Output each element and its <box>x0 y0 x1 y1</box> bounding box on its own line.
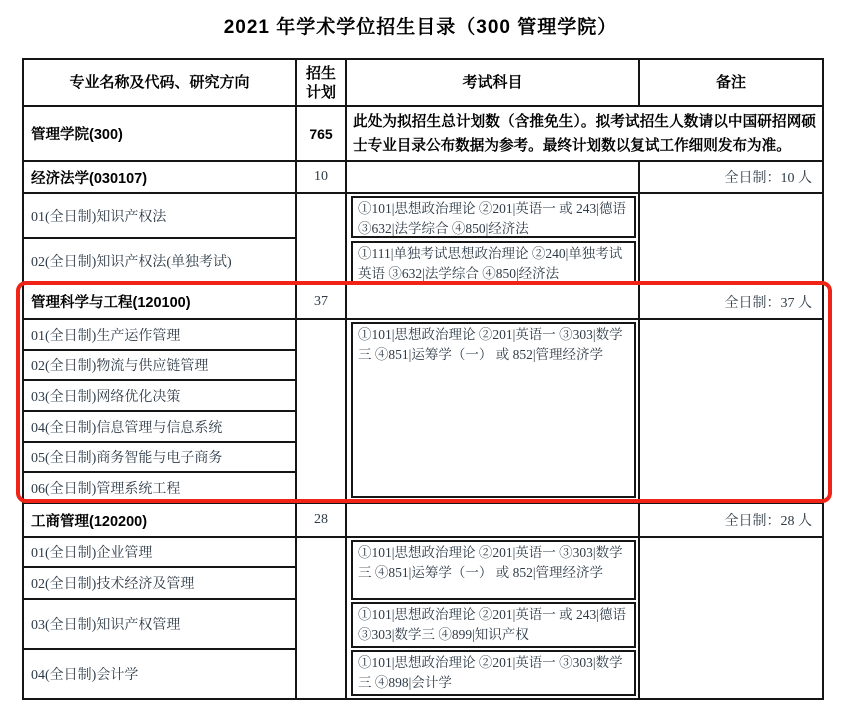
direction-cell: 02(全日制)知识产权法(单独考试) <box>22 237 295 283</box>
section-plan-biz: 28 <box>295 502 345 536</box>
exam-area-econ <box>345 192 638 283</box>
header-plan: 招生计划 <box>295 58 345 105</box>
section-name-mse: 管理科学与工程(120100) <box>22 283 295 318</box>
exam-box: ①101|思想政治理论 ②201|英语一 或 243|德语 ③303|数学三 ④899|知识产权 <box>351 602 636 648</box>
exam-box: ①111|单独考试思想政治理论 ②240|单独考试英语 ③632|法学综合 ④850|经济法 <box>351 241 636 283</box>
college-name-cell: 管理学院(300) <box>22 105 295 160</box>
college-plan-cell: 765 <box>295 105 345 160</box>
section-name-econ: 经济法学(030107) <box>22 160 295 192</box>
direction-cell: 06(全日制)管理系统工程 <box>22 471 295 502</box>
note-empty-mse <box>638 318 822 502</box>
section-exam-empty-biz <box>345 502 638 536</box>
plan-empty-biz <box>295 536 345 698</box>
header-note: 备注 <box>638 58 822 105</box>
exam-box: ①101|思想政治理论 ②201|英语一 ③303|数学三 ④851|运筹学（一） 或 852|管理经济学 <box>351 322 636 498</box>
section-note-biz: 全日制：28 人 <box>638 502 822 536</box>
direction-cell: 01(全日制)企业管理 <box>22 536 295 566</box>
section-plan-econ: 10 <box>295 160 345 192</box>
exam-box: ①101|思想政治理论 ②201|英语一 或 243|德语 ③632|法学综合 ④850|经济法 <box>351 196 636 238</box>
exam-box: ①101|思想政治理论 ②201|英语一 ③303|数学三 ④851|运筹学（一） 或 852|管理经济学 <box>351 540 636 600</box>
plan-empty-econ <box>295 192 345 283</box>
section-note-mse: 全日制：37 人 <box>638 283 822 318</box>
section-exam-empty-mse <box>345 283 638 318</box>
direction-cell: 01(全日制)知识产权法 <box>22 192 295 237</box>
admissions-table <box>22 58 824 700</box>
header-major: 专业名称及代码、研究方向 <box>22 58 295 105</box>
college-note-cell: 此处为拟招生总计划数（含推免生）。拟考试招生人数请以中国研招网硕士专业目录公布数据为参考。最终计划数以复试工作细则发布为准。 <box>345 105 822 160</box>
direction-cell: 02(全日制)物流与供应链管理 <box>22 349 295 379</box>
section-name-biz: 工商管理(120200) <box>22 502 295 536</box>
exam-area-mse <box>345 318 638 502</box>
direction-cell: 01(全日制)生产运作管理 <box>22 318 295 349</box>
direction-cell: 02(全日制)技术经济及管理 <box>22 566 295 598</box>
note-empty-biz <box>638 536 822 698</box>
direction-cell: 03(全日制)知识产权管理 <box>22 598 295 648</box>
exam-box: ①101|思想政治理论 ②201|英语一 ③303|数学三 ④898|会计学 <box>351 650 636 696</box>
section-exam-empty-econ <box>345 160 638 192</box>
exam-area-biz <box>345 536 638 698</box>
header-exam: 考试科目 <box>345 58 638 105</box>
direction-cell: 04(全日制)会计学 <box>22 648 295 698</box>
direction-cell: 03(全日制)网络优化决策 <box>22 379 295 410</box>
direction-cell: 04(全日制)信息管理与信息系统 <box>22 410 295 441</box>
page-title: 2021 年学术学位招生目录（300 管理学院） <box>223 17 618 38</box>
section-note-econ: 全日制：10 人 <box>638 160 822 192</box>
plan-empty-mse <box>295 318 345 502</box>
note-empty-econ <box>638 192 822 283</box>
direction-cell: 05(全日制)商务智能与电子商务 <box>22 441 295 471</box>
section-plan-mse: 37 <box>295 283 345 318</box>
